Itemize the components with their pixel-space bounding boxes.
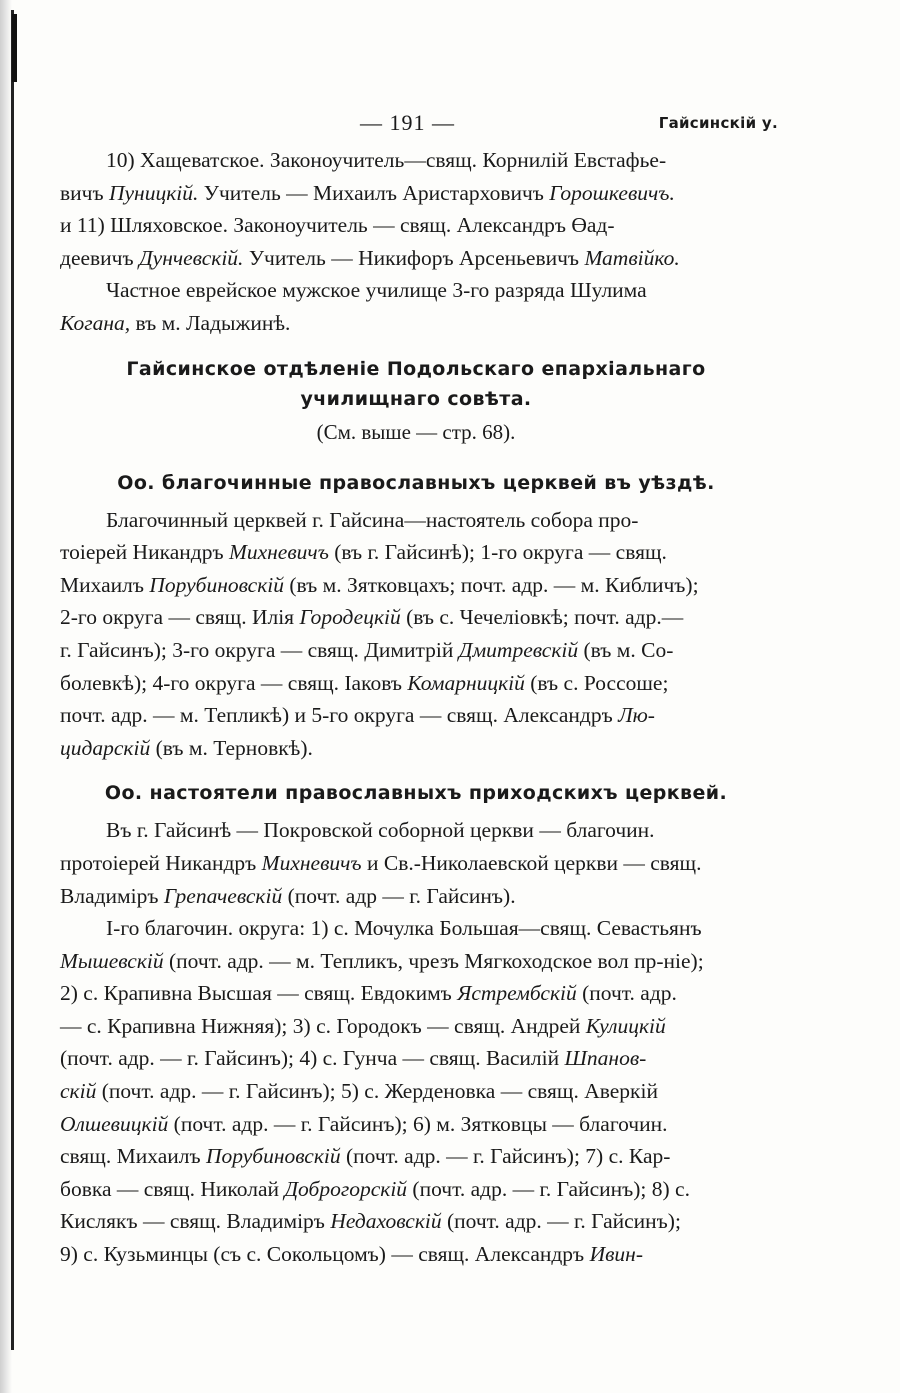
section-subtext: (См. выше — стр. 68). [316,419,516,444]
text-line: I-го благочин. округа: 1) с. Мочулка Большая—свящ. Севастьянъ [106,916,702,941]
text-line: Кислякъ — свящ. Владиміръ Недаховскій (почт. адр. — г. Гайсинъ); [60,1209,681,1234]
text-line: Частное еврейское мужское училище 3-го разряда Шулима [106,278,647,303]
text-line: г. Гайсинъ); 3-го округа — свящ. Димитрій Дмитревскій (въ м. Со- [60,637,674,662]
text-line: Въ г. Гайсинѣ — Покровской соборной церкви — благочин. [106,818,655,843]
text-line: 10) Хащеватское. Законоучитель—свящ. Корнилій Евстафье- [106,148,667,172]
text-line: деевичъ Дунчевскій. Учитель — Никифоръ Арсеньевичъ Матвійко. [60,245,680,270]
text-line: почт. адр. — м. Тепликѣ) и 5-го округа — свящ. Александръ Лю- [60,703,655,728]
text-line: 2-го округа — свящ. Илія Городецкій (въ с. Чечеліовкѣ; почт. адр.— [60,605,684,630]
text-line: Когана, въ м. Ладыжинѣ. [60,310,291,335]
text-line: скій (почт. адр. — г. Гайсинъ); 5) с. Жерденовка — свящ. Аверкій [60,1079,658,1104]
text-line: Михаилъ Порубиновскій (въ м. Зятковцахъ; почт. адр. — м. Кибличъ); [60,572,699,597]
spacer [60,340,772,354]
text-line: Владиміръ Грепачевскій (почт. адр — г. Гайсинъ). [60,883,516,908]
binding-mark [12,14,17,82]
text-line: (почт. адр. — г. Гайсинъ); 4) с. Гунча — свящ. Василій Шпанов- [60,1046,647,1071]
text-line: вичъ Пуницкій. Учитель — Михаилъ Аристарховичъ Горошкевичъ. [60,180,675,205]
text-line: 9) с. Кузьминцы (съ с. Сокольцомъ) — свящ. Александръ Ивин- [60,1242,643,1267]
section-heading-rectors: Оо. настоятели православныхъ приходскихъ церквей. [104,782,728,805]
text-line: свящ. Михаилъ Порубиновскій (почт. адр. — г. Гайсинъ); 7) с. Кар- [60,1144,671,1169]
binding-line [11,10,14,1350]
page-header [60,104,778,144]
text-line: тоіерей Никандръ Михневичъ (въ г. Гайсинѣ); 1-го округа — свящ. [60,540,667,565]
section-heading-deans: Оо. благочинные православныхъ церквей въ уѣздѣ. [117,471,715,494]
page-number: — 191 — [360,110,455,135]
text-line: Благочинный церквей г. Гайсина—настоятель собора про- [106,507,639,532]
text-line: болевкѣ); 4-го округа — свящ. Іаковъ Комарницкій (въ с. Россоше; [60,670,669,695]
document-page [60,104,778,1271]
spacer [60,764,772,778]
text-line: и 11) Шляховское. Законоучитель — свящ. Александръ Өад- [60,213,615,238]
text-line: бовка — свящ. Николай Доброгорскій (почт. адр. — г. Гайсинъ); 8) с. [60,1176,690,1201]
text-line: Мышевскій (почт. адр. — м. Тепликъ, чрезъ Мягкоходское вол пр-ніе); [60,948,704,973]
text-line: — с. Крапивна Нижняя); 3) с. Городокъ — свящ. Андрей Кулицкій [60,1013,666,1038]
text-line: Олшевицкій (почт. адр. — г. Гайсинъ); 6) м. Зятковцы — благочин. [60,1111,668,1136]
running-title: Гайсинскій у. [658,114,778,132]
section-heading-council: Гайсинское отдѣленіе Подольскаго епархіальнаго училищнаго совѣта. [126,357,706,410]
text-line: 2) с. Крапивна Высшая — свящ. Евдокимъ Ястрембскій (почт. адр. [60,981,677,1006]
spacer [60,454,772,468]
text-line: протоіерей Никандръ Михневичъ и Св.-Николаевской церкви — свящ. [60,850,702,875]
text-line: цидарскій (въ м. Терновкѣ). [60,735,313,760]
